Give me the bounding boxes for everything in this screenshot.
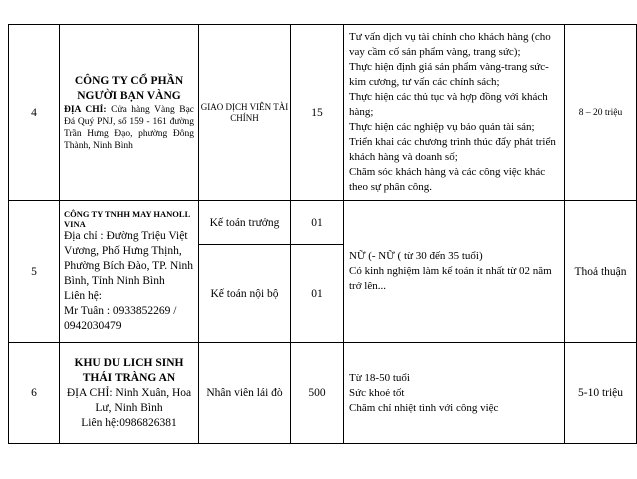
- requirement-line: Thực hiện các thủ tục và hợp đồng với khách hàng;: [349, 91, 548, 118]
- address-line: ĐỊA CHỈ: Ninh Xuân, Hoa Lư, Ninh Bình: [66, 386, 192, 414]
- position-cell: Kế toán nội bộ: [199, 245, 291, 343]
- requirements-cell: [344, 343, 565, 444]
- row-number: 6: [9, 343, 60, 444]
- requirement-line: Có kinh nghiệm làm kế toán ít nhất từ 02 năm trở lên...: [349, 265, 552, 292]
- salary-cell: Thoả thuận: [565, 201, 637, 343]
- company-cell: [60, 201, 199, 343]
- requirement-line: Chăm chỉ nhiệt tình với công việc: [349, 401, 499, 414]
- company-name: CÔNG TY CỔ PHẦN NGƯỜI BẠN VÀNG: [74, 74, 184, 102]
- position-cell: GIAO DỊCH VIÊN TÀI CHÍNH: [199, 25, 291, 201]
- quantity-cell: 01: [291, 245, 344, 343]
- quantity-cell: 500: [291, 343, 344, 444]
- company-cell: [60, 25, 199, 201]
- company-address: [64, 229, 194, 334]
- table-row: [9, 25, 637, 201]
- contact-phone: Liên hệ:0986826381: [81, 416, 177, 429]
- requirement-line: Thực hiện định giá sản phẩm vàng-trang sức-kim cương, tư vấn các chính sách;: [349, 61, 549, 88]
- row-number: 5: [9, 201, 60, 343]
- contact-phone: Mr Tuân : 0933852269 / 0942030479: [64, 305, 177, 332]
- address-line: Địa chỉ : Đường Triệu Việt Vương, Phố Hưng Thịnh, Phường Bích Đào, TP. Ninh Bình, Tỉnh Ninh Bình: [64, 230, 194, 287]
- company-name: CÔNG TY TNHH MAY HANOLL VINA: [64, 209, 190, 229]
- requirement-line: Tư vấn dịch vụ tài chính cho khách hàng (cho vay cầm cố sản phẩm vàng, trang sức);: [349, 31, 551, 58]
- quantity-cell: 01: [291, 201, 344, 245]
- company-address: [64, 104, 194, 152]
- requirement-line: NỮ (- NỮ ( từ 30 đến 35 tuổi): [349, 250, 483, 262]
- requirements-cell: [344, 201, 565, 343]
- quantity-cell: 15: [291, 25, 344, 201]
- contact-label: Liên hệ:: [64, 290, 102, 302]
- salary-cell: 8 – 20 triệu: [565, 25, 637, 201]
- company-name: KHU DU LICH SINH THÁI TRÀNG AN: [74, 356, 184, 384]
- position-cell: Nhân viên lái đò: [199, 343, 291, 444]
- company-cell: [60, 343, 199, 444]
- job-listing-table: [8, 24, 637, 444]
- requirement-line: Chăm sóc khách hàng và các công việc khác theo sự phân công.: [349, 166, 546, 193]
- requirement-line: Sức khoẻ tốt: [349, 386, 405, 399]
- requirements-cell: [344, 25, 565, 201]
- address-label: ĐỊA CHỈ:: [64, 104, 107, 115]
- table-row: [9, 201, 637, 245]
- requirement-line: Từ 18-50 tuổi: [349, 371, 410, 384]
- company-address: [64, 386, 194, 431]
- address-text: Cửa hàng Vàng Bạc Đá Quý PNJ, số 159 - 161 đường Trần Hưng Đạo, phường Đông Thành, Ninh Bình: [64, 104, 195, 151]
- position-cell: Kế toán trưởng: [199, 201, 291, 245]
- table-row: [9, 343, 637, 444]
- requirement-line: Thực hiện các nghiệp vụ bảo quản tài sản;: [349, 121, 535, 133]
- salary-cell: 5-10 triệu: [565, 343, 637, 444]
- requirement-line: Triển khai các chương trình thúc đẩy phát triển khách hàng và doanh số;: [349, 136, 556, 163]
- row-number: 4: [9, 25, 60, 201]
